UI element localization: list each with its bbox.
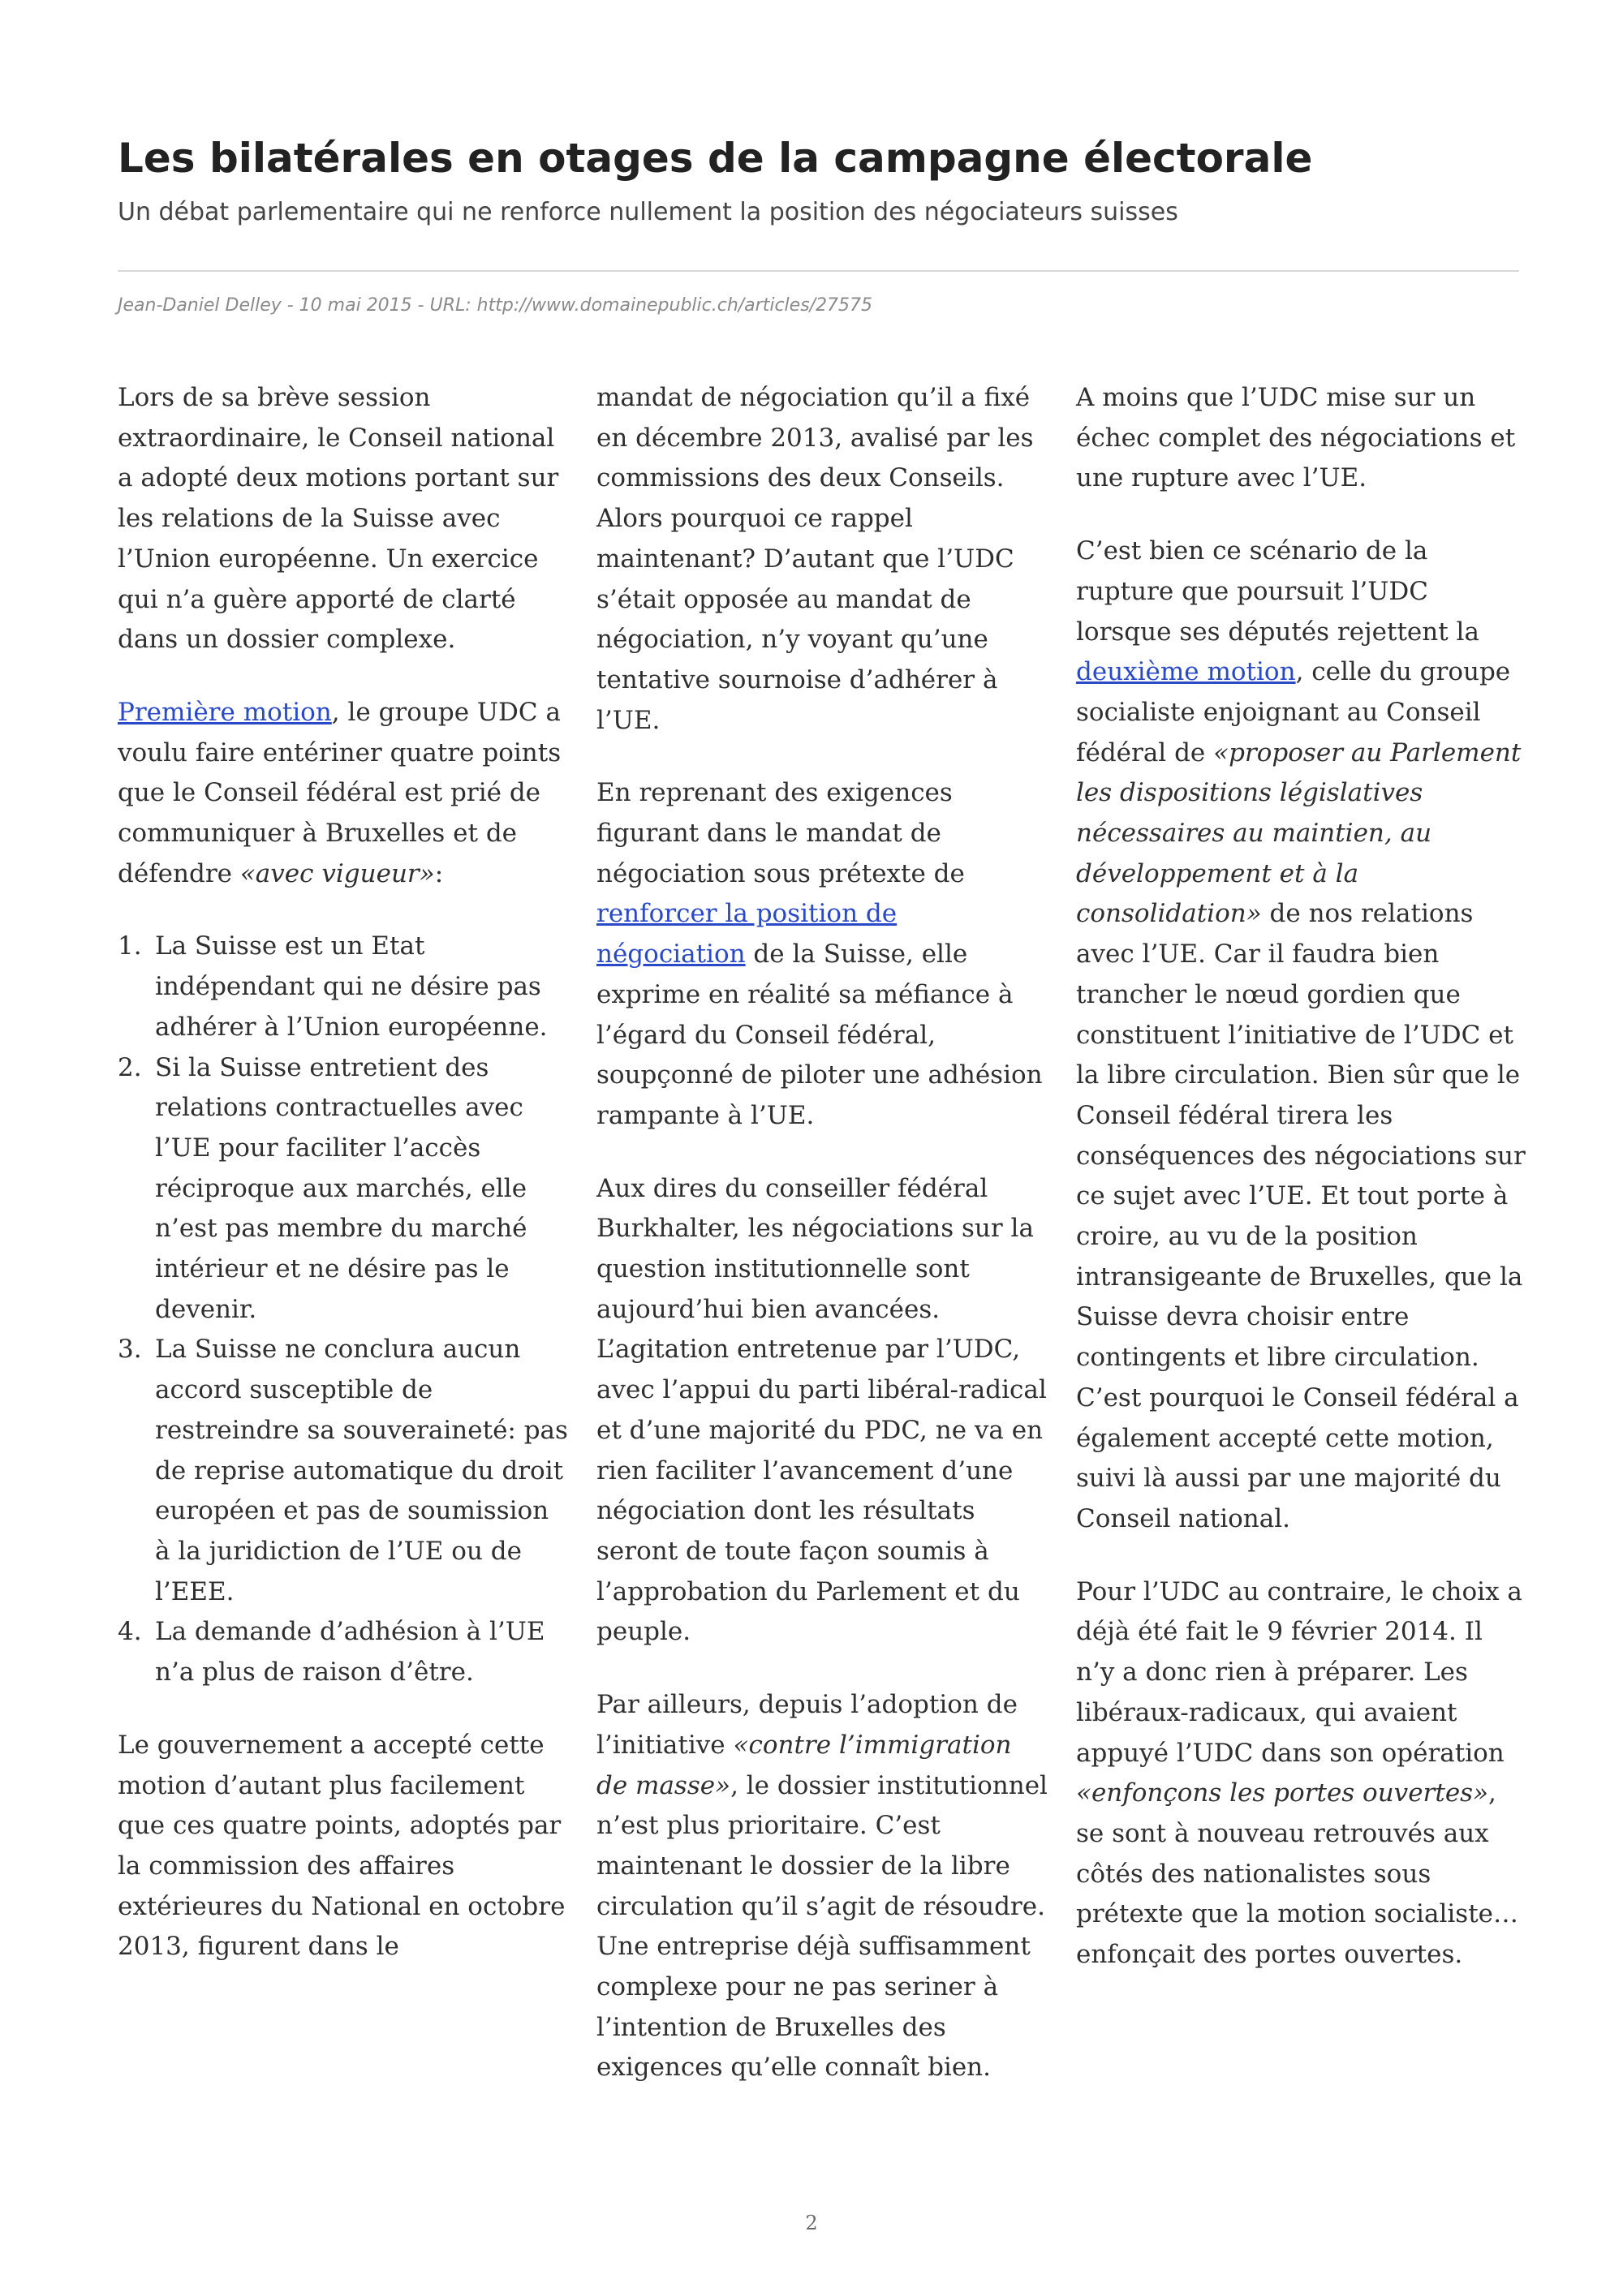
- list-item: [118, 1330, 569, 1612]
- quote-text: «contre l’immigration de masse»: [596, 1730, 1012, 1800]
- list-item-text: Si la Suisse entretient des relations contractuelles avec l’UE pour faciliter l’accès réciproque aux marchés, elle n’est pas membre du marché intérieur et ne désire pas le devenir.: [155, 1052, 527, 1324]
- list-number: 2.: [118, 1052, 142, 1082]
- article-byline: Jean-Daniel Delley - 10 mai 2015 - URL: http://www.domainepublic.ch/articles/27575: [118, 295, 873, 316]
- list-item: [118, 1048, 569, 1331]
- text-column-3: [1076, 378, 1527, 2008]
- header-divider: [118, 270, 1519, 272]
- renforcer-position-link[interactable]: renforcer la position de négociation: [596, 899, 898, 970]
- list-item-text: La demande d’adhésion à l’UE n’a plus de raison d’être.: [155, 1617, 545, 1688]
- list-item-text: La Suisse ne conclura aucun accord susceptible de restreindre sa souveraineté: pas de reprise automatique du droit européen et pas de soumission à la juridiction de l’UE ou de l’EEE.: [155, 1335, 568, 1606]
- article-subtitle: Un débat parlementaire qui ne renforce nullement la position des négociateurs suisses: [118, 198, 1178, 226]
- paragraph: [1076, 1572, 1527, 1976]
- paragraph: Aux dires du conseiller fédéral Burkhalter, les négociations sur la question institutionnelle sont aujourd’hui bien avancées. L’agitation entretenue par l’UDC, avec l’appui du parti libéral-radical et d’une majorité du PDC, ne va en rien faciliter l’avancement d’une négociation dont les résultats seront de toute façon soumis à l’approbation du Parlement et du peuple.: [596, 1173, 1047, 1647]
- quote-text: «enfonçons les portes ouvertes»: [1076, 1778, 1489, 1808]
- paragraph-text: , le dossier institutionnel n’est plus prioritaire. C’est maintenant le dossier de la libre circulation qu’il s’agit de résoudre. Une entreprise déjà suffisamment complexe pour ne pas seriner à l’intention de Bruxelles des exigences qu’elle connaît bien.: [596, 1770, 1048, 2083]
- first-motion-link[interactable]: Première motion: [118, 697, 332, 727]
- paragraph-text: :: [434, 858, 444, 888]
- paragraph-text: C’est bien ce scénario de la rupture que poursuit l’UDC lorsque ses députés rejettent la: [1076, 536, 1479, 647]
- paragraph-text: , le groupe UDC a voulu faire entériner quatre points que le Conseil fédéral est prié de communiquer à Bruxelles et de défendre: [118, 697, 562, 888]
- article-title: Les bilatérales en otages de la campagne électorale: [118, 135, 1313, 182]
- paragraph: [596, 1685, 1048, 2088]
- text-column-2: [596, 378, 1048, 2121]
- quote-text: «proposer au Parlement les dispositions législatives nécessaires au maintien, au développement et à la consolidation»: [1076, 737, 1522, 929]
- list-item: [118, 927, 569, 1047]
- paragraph-text: En reprenant des exigences figurant dans le mandat de négociation sous prétexte de: [596, 778, 965, 888]
- list-item-text: La Suisse est un Etat indépendant qui ne désire pas adhérer à l’Union européenne.: [155, 931, 548, 1042]
- list-number: 3.: [118, 1335, 142, 1365]
- second-motion-link[interactable]: deuxième motion: [1076, 657, 1296, 687]
- list-number: 1.: [118, 931, 142, 961]
- paragraph: Le gouvernement a accepté cette motion d’autant plus facilement que ces quatre points, adoptés par la commission des affaires extérieures du National en octobre 2013, figurent dans le: [118, 1730, 566, 1962]
- motion-points-list: [118, 927, 569, 1692]
- paragraph-text: Par ailleurs, depuis l’adoption de l’initiative: [596, 1690, 1018, 1760]
- paragraph: A moins que l’UDC mise sur un échec complet des négociations et une rupture avec l’UE.: [1076, 383, 1516, 493]
- paragraph: [1076, 531, 1527, 1540]
- paragraph: mandat de négociation qu’il a fixé en décembre 2013, avalisé par les commissions des deux Conseils. Alors pourquoi ce rappel maintenant? D’autant que l’UDC s’était opposée au mandat de négociation, n’y voyant qu’une tentative sournoise d’adhérer à l’UE.: [596, 383, 1034, 735]
- paragraph: Lors de sa brève session extraordinaire, le Conseil national a adopté deux motions portant sur les relations de la Suisse avec l’Union européenne. Un exercice qui n’a guère apporté de clarté dans un dossier complexe.: [118, 383, 559, 655]
- paragraph: [118, 693, 569, 895]
- paragraph-text: de nos relations avec l’UE. Car il faudra bien trancher le nœud gordien que constituent l’initiative de l’UDC et la libre circulation. Bien sûr que le Conseil fédéral tirera les conséquences des négociations sur ce sujet avec l’UE. Et tout porte à croire, au vu de la position intransigeante de Bruxelles, que la Suisse devra choisir entre contingents et libre circulation. C’est pourquoi le Conseil fédéral a également accepté cette motion, suivi là aussi par une majorité du Conseil national.: [1076, 899, 1526, 1533]
- list-number: 4.: [118, 1617, 142, 1647]
- paragraph-text: de la Suisse, elle exprime en réalité sa méfiance à l’égard du Conseil fédéral, soupçonné de piloter une adhésion rampante à l’UE.: [596, 939, 1043, 1130]
- paragraph-text: , celle du groupe socialiste enjoignant au Conseil fédéral de: [1076, 657, 1511, 767]
- paragraph-text: Pour l’UDC au contraire, le choix a déjà été fait le 9 février 2014. Il n’y a donc rien à préparer. Les libéraux-radicaux, qui avaient appuyé l’UDC dans son opération: [1076, 1576, 1522, 1768]
- page-number: 2: [805, 2212, 818, 2234]
- text-column-1: [118, 378, 569, 2000]
- paragraph: [596, 773, 1048, 1136]
- paragraph-text: , se sont à nouveau retrouvés aux côtés des nationalistes sous prétexte que la motion socialiste… enfonçait des portes ouvertes.: [1076, 1778, 1518, 1970]
- quote-text: «avec vigueur»: [239, 858, 435, 888]
- list-item: [118, 1612, 569, 1692]
